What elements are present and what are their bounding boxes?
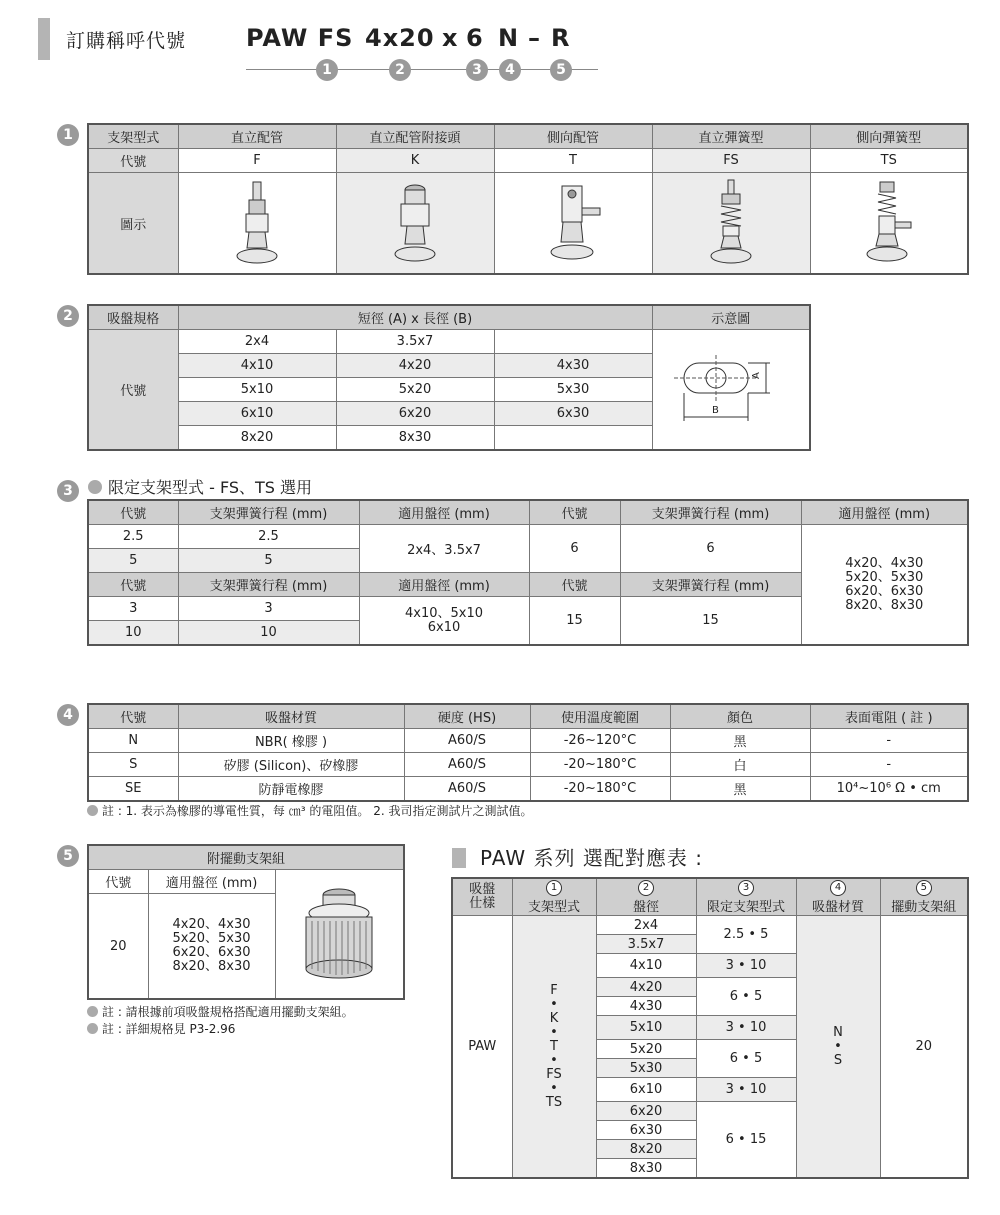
model-part-x: x xyxy=(442,24,459,52)
hdr-stroke: 支架彈簧行程 (mm) xyxy=(178,500,359,525)
hdr-dia: 適用盤徑 (mm) xyxy=(148,870,275,894)
model-part-stroke: 6 xyxy=(466,24,484,52)
swing-dia-cell xyxy=(148,894,275,1000)
model-underline xyxy=(246,69,598,70)
mat-cell: -26~120°C xyxy=(530,729,670,753)
bullet-icon xyxy=(87,805,98,816)
dia-list-cell xyxy=(801,525,968,646)
vertical-spring-icon xyxy=(701,178,761,268)
mat-cell: 黑 xyxy=(670,729,810,753)
hdr-code: 代號 xyxy=(88,870,148,894)
dim-b-label: B xyxy=(711,404,719,416)
hdr-stroke: 支架彈簧行程 (mm) xyxy=(620,573,801,597)
stroke-cell: 5 xyxy=(178,549,359,573)
diameter-cell: 6x30 xyxy=(596,1121,696,1140)
hdr-diameter xyxy=(596,878,696,916)
mat-cell: - xyxy=(810,753,968,777)
mat-cell: 矽膠 (Silicon)、矽橡膠 xyxy=(178,753,404,777)
swing-note-2-text: 註 : 詳細規格見 P3-2.96 xyxy=(102,1022,236,1036)
marker-3: 3 xyxy=(466,59,488,81)
separator: • xyxy=(550,1024,558,1040)
mat-cell: S xyxy=(88,753,178,777)
diagram-header: 示意圖 xyxy=(652,305,810,330)
illus-f xyxy=(178,173,336,275)
step-marker: 5 xyxy=(916,880,932,896)
vertical-fitting-with-connector-icon xyxy=(385,178,445,268)
cup-dimension-diagram xyxy=(666,343,796,433)
dia-line: 8x20、8x30 xyxy=(845,597,924,613)
code-cell: 2.5 xyxy=(88,525,178,549)
hdr-dia: 適用盤徑 (mm) xyxy=(801,500,968,525)
stroke-cell: 15 xyxy=(620,597,801,646)
hdr-resistance: 表面電阻 ( 註 ) xyxy=(810,704,968,729)
size-cell: 4x30 xyxy=(494,354,652,378)
dia-line: 4x20、4x30 xyxy=(845,555,924,571)
hdr-stroke: 支架彈簧行程 (mm) xyxy=(620,500,801,525)
size-cell: 6x20 xyxy=(336,402,494,426)
hdr-label: 盤徑 xyxy=(632,900,659,915)
row-label-code: 代號 xyxy=(88,149,178,173)
step-marker: 2 xyxy=(638,880,654,896)
size-cell: 4x10 xyxy=(178,354,336,378)
swing-note-2 xyxy=(87,1020,235,1037)
dia-line: 4x20、4x30 xyxy=(172,917,251,932)
swing-note-1-text: 註 : 請根據前項吸盤規格搭配適用擺動支架組。 xyxy=(102,1005,354,1019)
hdr-label: 支架型式 xyxy=(527,900,580,915)
stroke-cell: 2.5 • 5 xyxy=(696,916,796,954)
swing-code: 20 xyxy=(88,894,148,1000)
marker-5: 5 xyxy=(550,59,572,81)
paw-table-title-text: PAW 系列 選配對應表 : xyxy=(480,846,703,870)
size-cell: 5x10 xyxy=(178,378,336,402)
swing-title: 附擺動支架組 xyxy=(88,845,404,870)
dia-line: 6x20、6x30 xyxy=(172,945,251,960)
cup-size-header: 短徑 (A) x 長徑 (B) xyxy=(178,305,652,330)
model-part-material: N xyxy=(498,24,520,52)
size-cell xyxy=(494,426,652,451)
spring-stroke-table xyxy=(87,499,969,646)
separator: • xyxy=(550,996,558,1012)
type-k: 直立配管附接頭 xyxy=(336,124,494,149)
hdr-code: 代號 xyxy=(88,704,178,729)
mat-cell: NBR( 橡膠 ) xyxy=(178,729,404,753)
title-bar-decoration xyxy=(452,848,466,868)
mat-cell: 10⁴~10⁶ Ω • cm xyxy=(810,777,968,802)
bracket-type: K xyxy=(549,1010,559,1026)
dim-a-label: A xyxy=(750,371,762,379)
hdr-spec-line: 吸盤 xyxy=(469,882,496,897)
material: N xyxy=(833,1024,843,1040)
diameter-cell: 4x30 xyxy=(596,997,696,1016)
size-cell xyxy=(494,330,652,354)
bracket-type: F xyxy=(550,982,558,998)
bracket-type: T xyxy=(550,1038,558,1054)
hdr-swing xyxy=(880,878,968,916)
material: S xyxy=(833,1052,843,1068)
step-marker: 4 xyxy=(830,880,846,896)
model-code xyxy=(246,24,606,58)
hdr-limited-bracket xyxy=(696,878,796,916)
hdr-hardness: 硬度 (HS) xyxy=(404,704,530,729)
bracket-type-table xyxy=(87,123,969,275)
mat-cell: SE xyxy=(88,777,178,802)
stroke-cell: 3 • 10 xyxy=(696,954,796,978)
stroke-cell: 2.5 xyxy=(178,525,359,549)
hdr-label: 擺動支架組 xyxy=(891,900,957,915)
stroke-cell: 6 xyxy=(620,525,801,573)
hdr-material xyxy=(796,878,880,916)
diameter-cell: 6x20 xyxy=(596,1102,696,1121)
model-part-dash: – xyxy=(528,24,541,52)
swing-cell: 20 xyxy=(880,916,968,1179)
diameter-cell: 6x10 xyxy=(596,1078,696,1102)
size-cell: 5x20 xyxy=(336,378,494,402)
section-2-marker: 2 xyxy=(57,305,79,327)
stroke-cell: 6 • 5 xyxy=(696,978,796,1016)
paw-table-title xyxy=(452,842,703,871)
step-marker: 1 xyxy=(546,880,562,896)
model-part-size: 4x20 xyxy=(365,24,435,52)
dia-line: 5x20、5x30 xyxy=(172,931,251,946)
marker-2: 2 xyxy=(389,59,411,81)
code-f: F xyxy=(178,149,336,173)
size-cell: 8x30 xyxy=(336,426,494,451)
dia-line: 6x20、6x30 xyxy=(845,583,924,599)
stroke-cell: 10 xyxy=(178,621,359,646)
diameter-cell: 8x20 xyxy=(596,1140,696,1159)
section-4-marker: 4 xyxy=(57,704,79,726)
bracket-type: FS xyxy=(546,1066,562,1082)
bullet-icon xyxy=(88,480,102,494)
hdr-code: 代號 xyxy=(88,500,178,525)
mat-cell: A60/S xyxy=(404,729,530,753)
size-cell: 6x10 xyxy=(178,402,336,426)
bracket-type: TS xyxy=(545,1094,563,1110)
paw-selection-table xyxy=(451,877,969,1179)
illus-fs xyxy=(652,173,810,275)
code-cell: 10 xyxy=(88,621,178,646)
mat-cell: -20~180°C xyxy=(530,753,670,777)
model-part-series: PAW FS xyxy=(246,24,354,52)
material-note-text: 註 : 1. 表示為橡膠的導電性質，每 ㎝³ 的電阻值。 2. 我司指定測試片之測試值。 xyxy=(102,804,533,818)
size-cell: 5x30 xyxy=(494,378,652,402)
material-note xyxy=(87,802,532,819)
section-5-marker: 5 xyxy=(57,845,79,867)
mat-cell: 黑 xyxy=(670,777,810,802)
dia-line: 6x10 xyxy=(427,619,461,635)
size-cell: 8x20 xyxy=(178,426,336,451)
mat-cell: -20~180°C xyxy=(530,777,670,802)
code-cell: 3 xyxy=(88,597,178,621)
separator: • xyxy=(550,1052,558,1068)
dia-line: 5x20、5x30 xyxy=(845,569,924,585)
type-fs: 直立彈簧型 xyxy=(652,124,810,149)
side-fitting-icon xyxy=(538,178,608,268)
materials-cell xyxy=(796,916,880,1179)
code-k: K xyxy=(336,149,494,173)
hdr-code: 代號 xyxy=(529,573,620,597)
hdr-temp: 使用溫度範圍 xyxy=(530,704,670,729)
cup-size-table xyxy=(87,304,811,451)
hdr-code: 代號 xyxy=(529,500,620,525)
mat-cell: N xyxy=(88,729,178,753)
diameter-cell: 8x30 xyxy=(596,1159,696,1179)
row-label-illustration: 圖示 xyxy=(88,173,178,275)
size-cell: 4x20 xyxy=(336,354,494,378)
cup-code-label: 代號 xyxy=(88,330,178,451)
hdr-spec xyxy=(452,878,512,916)
code-cell: 6 xyxy=(529,525,620,573)
type-f: 直立配管 xyxy=(178,124,336,149)
hdr-material: 吸盤材質 xyxy=(178,704,404,729)
diameter-cell: 4x20 xyxy=(596,978,696,997)
code-cell: 5 xyxy=(88,549,178,573)
size-cell: 6x30 xyxy=(494,402,652,426)
section-3-marker: 3 xyxy=(57,480,79,502)
cup-material-table xyxy=(87,703,969,802)
hdr-color: 顏色 xyxy=(670,704,810,729)
illus-k xyxy=(336,173,494,275)
stroke-cell: 3 • 10 xyxy=(696,1078,796,1102)
spec-cell: PAW xyxy=(452,916,512,1179)
bullet-icon xyxy=(87,1023,98,1034)
separator: • xyxy=(834,1038,842,1054)
stroke-cell: 3 • 10 xyxy=(696,1016,796,1040)
bullet-icon xyxy=(87,1006,98,1017)
dia-cell: 2x4、3.5x7 xyxy=(359,525,529,573)
dimension-diagram xyxy=(652,330,810,451)
vertical-fitting-icon xyxy=(227,178,287,268)
bracket-types-cell xyxy=(512,916,596,1179)
code-fs: FS xyxy=(652,149,810,173)
diameter-cell: 4x10 xyxy=(596,954,696,978)
code-ts: TS xyxy=(810,149,968,173)
code-t: T xyxy=(494,149,652,173)
diameter-cell: 3.5x7 xyxy=(596,935,696,954)
hdr-dia: 適用盤徑 (mm) xyxy=(359,500,529,525)
diameter-cell: 5x20 xyxy=(596,1040,696,1059)
mat-cell: 防靜電橡膠 xyxy=(178,777,404,802)
hdr-label: 吸盤材質 xyxy=(811,900,864,915)
hdr-code: 代號 xyxy=(88,573,178,597)
mat-cell: - xyxy=(810,729,968,753)
swing-note-1 xyxy=(87,1003,354,1020)
dia-cell xyxy=(359,597,529,646)
swing-bracket-table xyxy=(87,844,405,1000)
stroke-cell: 6 • 5 xyxy=(696,1040,796,1078)
cup-spec-label: 吸盤規格 xyxy=(88,305,178,330)
side-spring-icon xyxy=(854,178,924,268)
marker-4: 4 xyxy=(499,59,521,81)
diameter-cell: 5x10 xyxy=(596,1016,696,1040)
mat-cell: 白 xyxy=(670,753,810,777)
mat-cell: A60/S xyxy=(404,753,530,777)
stroke-cell: 3 xyxy=(178,597,359,621)
step-marker: 3 xyxy=(738,880,754,896)
type-t: 側向配管 xyxy=(494,124,652,149)
row-label-type: 支架型式 xyxy=(88,124,178,149)
separator: • xyxy=(550,1080,558,1096)
section-3-title-text: 限定支架型式 - FS、TS 選用 xyxy=(108,478,313,497)
swing-illus xyxy=(275,870,404,1000)
section-3-title xyxy=(88,475,312,498)
swing-bracket-icon xyxy=(284,877,394,987)
dia-line: 4x10、5x10 xyxy=(404,605,483,621)
diameter-cell: 5x30 xyxy=(596,1059,696,1078)
hdr-spec-line: 仕樣 xyxy=(469,896,496,911)
mat-cell: A60/S xyxy=(404,777,530,802)
illus-ts xyxy=(810,173,968,275)
illus-t xyxy=(494,173,652,275)
dia-line: 8x20、8x30 xyxy=(172,959,251,974)
size-cell: 2x4 xyxy=(178,330,336,354)
hdr-dia: 適用盤徑 (mm) xyxy=(359,573,529,597)
hdr-label: 限定支架型式 xyxy=(706,900,785,915)
diameter-cell: 2x4 xyxy=(596,916,696,935)
order-code-title: 訂購稱呼代號 xyxy=(66,30,187,52)
model-part-swing: R xyxy=(551,24,571,52)
code-cell: 15 xyxy=(529,597,620,646)
type-ts: 側向彈簧型 xyxy=(810,124,968,149)
title-bar-decoration xyxy=(38,18,50,60)
hdr-bracket xyxy=(512,878,596,916)
hdr-stroke: 支架彈簧行程 (mm) xyxy=(178,573,359,597)
section-1-marker: 1 xyxy=(57,124,79,146)
marker-1: 1 xyxy=(316,59,338,81)
stroke-cell: 6 • 15 xyxy=(696,1102,796,1179)
size-cell: 3.5x7 xyxy=(336,330,494,354)
